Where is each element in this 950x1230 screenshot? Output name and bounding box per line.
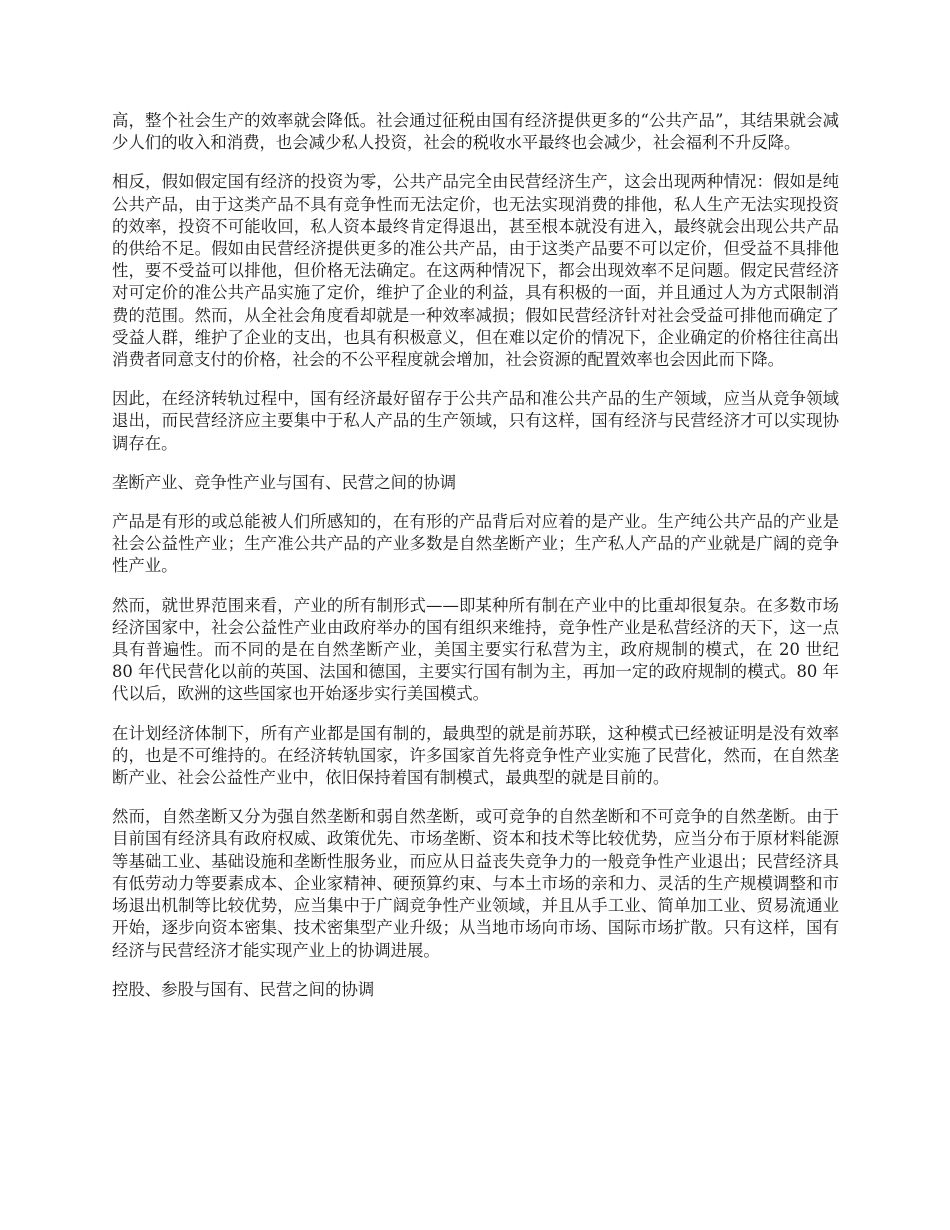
paragraph-transition-conclusion: 因此，在经济转轨过程中，国有经济最好留存于公共产品和准公共产品的生产领域，应当从竞争领域退出，而民营经济应主要集中于私人产品的生产领域，只有这样，国有经济与民营经济才可以实现协调存在。 [112, 389, 839, 453]
section-heading-holding-shares: 控股、参股与国有、民营之间的协调 [112, 979, 375, 999]
section-heading-monopoly-competitive: 垄断产业、竞争性产业与国有、民营之间的协调 [112, 472, 457, 492]
paragraph-natural-monopoly: 然而，自然垄断又分为强自然垄断和弱自然垄断，或可竞争的自然垄断和不可竞争的自然垄断。由于目前国有经济具有政府权威、政策优先、市场垄断、资本和技术等比较优势，应当分布于原材料能源等基础工业、基础设施和垄断性服务业，而应从日益丧失竞争力的一般竞争性产业退出；民营经济具有低劳动力等要素成本、企业家精神、硬预算约束、与本土市场的亲和力、灵活的生产规模调整和市场退出机制等比较优势，应当集中于广阔竞争性产业领域，并且从手工业、简单加工业、贸易流通业开始，逐步向资本密集、技术密集型产业升级；从当地市场向市场、国际市场扩散。只有这样，国有经济与民营经济才能实现产业上的协调进展。 [112, 807, 839, 960]
paragraph-world-ownership: 然而，就世界范围来看，产业的所有制形式——即某种所有制在产业中的比重却很复杂。在多数市场经济国家中，社会公益性产业由政府举办的国有组织来维持，竞争性产业是私营经济的天下，这一点具有普遍性。而不同的是在自然垄断产业，美国主要实行私营为主，政府规制的模式，在 20 世纪 80 年代民营化以前的英国、法国和德国，主要实行国有制为主，再加一定的政府规制的模式。80 年代以后，欧洲的这些国家也开始逐步实行美国模式。 [112, 595, 839, 704]
paragraph-social-welfare: 高，整个社会生产的效率就会降低。社会通过征税由国有经济提供更多的“公共产品”，其结果就会减少人们的收入和消费，也会减少私人投资，社会的税收水平最终也会减少，社会福利不升反降。 [112, 111, 839, 153]
document-page [112, 110, 839, 1018]
paragraph-zero-state-investment: 相反，假如假定国有经济的投资为零，公共产品完全由民营经济生产，这会出现两种情况：假如是纯公共产品，由于这类产品不具有竞争性而无法定价，也无法实现消费的排他，私人生产无法实现投资的效率，投资不可能收回，私人资本最终肯定得退出，甚至根本就没有进入，最终就会出现公共产品的供给不足。假如由民营经济提供更多的准公共产品，由于这类产品要不可以定价，但受益不具排他性，要不受益可以排他，但价格无法确定。在这两种情况下，都会出现效率不足问题。假定民营经济对可定价的准公共产品实施了定价，维护了企业的利益，具有积极的一面，并且通过人为方式限制消费的范围。然而，从全社会角度看却就是一种效率减损；假如民营经济针对社会受益可排他而确定了受益人群，维护了企业的支出，也具有积极意义，但在难以定价的情况下，企业确定的价格往往高出消费者同意支付的价格，社会的不公平程度就会增加，社会资源的配置效率也会因此而下降。 [112, 172, 839, 370]
paragraph-planned-economy: 在计划经济体制下，所有产业都是国有制的，最典型的就是前苏联，这种模式已经被证明是没有效率的，也是不可维持的。在经济转轨国家，许多国家首先将竞争性产业实施了民营化，然而，在自然垄断产业、社会公益性产业中，依旧保持着国有制模式，最典型的就是目前的。 [112, 723, 839, 788]
paragraph-products-industries: 产品是有形的或总能被人们所感知的，在有形的产品背后对应着的是产业。生产纯公共产品的产业是社会公益性产业；生产准公共产品的产业多数是自然垄断产业；生产私人产品的产业就是广阔的竞争性产业。 [112, 512, 839, 576]
